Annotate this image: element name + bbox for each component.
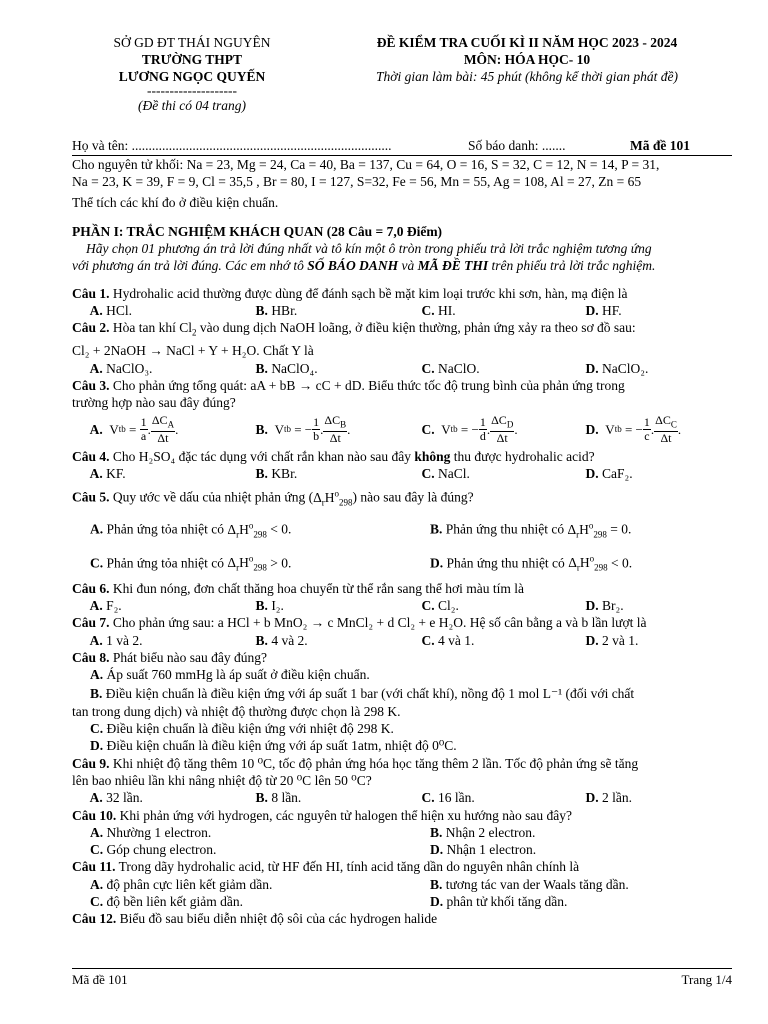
- option-text: CaF₂.: [602, 465, 633, 481]
- instruction-text-2c: và: [398, 258, 418, 274]
- option-text: Nhận 1 electron.: [446, 842, 537, 858]
- question-11: [72, 858, 732, 875]
- option-text: Nhận 2 electron.: [445, 824, 536, 840]
- option-letter: B.: [255, 360, 268, 376]
- option-text: 1 và 2.: [106, 632, 143, 648]
- question-text-cont: vào dung dịch NaOH loãng, ở điều kiện thường, phản ứng xảy ra theo sơ đồ sau:: [196, 320, 636, 336]
- question-text: Phát biểu nào sau đây đúng?: [109, 649, 267, 665]
- option-d[interactable]: [586, 597, 732, 614]
- question-5: [72, 482, 732, 513]
- option-letter: A.: [90, 876, 104, 892]
- question-label: Câu 7.: [72, 615, 110, 631]
- gas-condition-note: Thể tích các khí đo ở điều kiện chuẩn.: [72, 194, 279, 210]
- school-name: LƯƠNG NGỌC QUYẾN: [118, 69, 266, 84]
- enthalpy-symbol: $\Delta_rH^o_{298}$: [227, 520, 267, 540]
- option-a[interactable]: [90, 302, 256, 319]
- option-d[interactable]: [586, 414, 732, 445]
- option-b[interactable]: [256, 302, 422, 319]
- option-letter: A.: [89, 790, 103, 806]
- question-text: Trong dãy hydrohalic acid, từ HF đến HI, tính acid tăng dần do nguyên nhân chính là: [115, 859, 580, 875]
- question-3-text-cont: trường hợp nào sau đây đúng?: [72, 395, 236, 411]
- option-letter: C.: [90, 721, 104, 737]
- instruction-made: MÃ ĐỀ THI: [417, 258, 489, 274]
- exam-code: Mã đề 101: [630, 138, 690, 153]
- question-10: [72, 807, 732, 824]
- student-name-field[interactable]: Họ và tên: .............................................................................: [72, 138, 392, 153]
- subject: MÔN: HÓA HỌC- 10: [463, 52, 591, 67]
- option-letter: C.: [421, 360, 435, 376]
- rate-formula-a: V tb = $\frac{1}{a}$ . $\frac{\Delta C_A}{\Delta t}$ .: [106, 412, 179, 446]
- option-text: NaClO₄.: [271, 360, 318, 376]
- option-letter: A.: [90, 824, 104, 840]
- option-letter: C.: [421, 790, 435, 806]
- question-text: Hòa tan khí Cl: [109, 320, 193, 336]
- enthalpy-symbol: $\Delta_rH^o_{298}$: [227, 553, 267, 573]
- option-text: 4 và 1.: [438, 632, 475, 648]
- option-b[interactable]: [72, 685, 732, 702]
- option-d[interactable]: [586, 465, 732, 482]
- question-text: Biểu đồ sau biểu diễn nhiệt độ sôi của các hydrogen halide: [116, 911, 438, 927]
- option-text: NaClO₂.: [602, 360, 649, 376]
- option-b[interactable]: [256, 632, 422, 649]
- school-type: TRƯỜNG THPT: [141, 52, 243, 67]
- instruction-text-2a: với phương án trả lời đúng. Các em nhớ tô: [72, 258, 308, 274]
- option-a[interactable]: [90, 824, 430, 841]
- option-text: NaClO.: [438, 360, 480, 376]
- instruction-text-2e: trên phiếu trả lời trắc nghiệm.: [488, 258, 656, 274]
- option-text: 16 lần.: [438, 790, 475, 806]
- option-text: HBr.: [271, 303, 298, 319]
- question-2-options: [72, 360, 732, 377]
- question-text: Cho H₂SO₄ đặc tác dụng với chất rắn khan nào sau đây: [109, 448, 415, 464]
- rate-formula-d: V tb = − $\frac{1}{c}$ . $\frac{\Delta C_C}{\Delta t}$ .: [602, 412, 682, 446]
- question-3: [72, 377, 732, 394]
- exam-title-block: [317, 34, 737, 85]
- option-text: tương tác van der Waals tăng dần.: [445, 876, 629, 892]
- part1-instruction: [72, 240, 732, 257]
- option-d[interactable]: [430, 841, 536, 858]
- option-letter: D.: [585, 360, 599, 376]
- option-c[interactable]: [90, 841, 430, 858]
- option-c[interactable]: [422, 414, 586, 445]
- option-text: HCl.: [106, 303, 132, 319]
- question-text: Khi phản ứng với hydrogen, các nguyên tử halogen thể hiện xu hướng nào sau đây?: [116, 807, 573, 823]
- question-5-options-ab: [72, 513, 732, 546]
- option-letter: B.: [90, 686, 103, 702]
- part1-title: PHẦN I: TRẮC NGHIỆM KHÁCH QUAN (28 Câu = 7,0 Điểm): [72, 223, 443, 239]
- exam-header: [72, 34, 732, 124]
- question-text: Quy ước về dấu của nhiệt phản ứng (: [109, 489, 314, 505]
- option-text-cont: > 0.: [266, 555, 292, 571]
- option-letter: C.: [421, 421, 435, 437]
- option-letter: D.: [430, 555, 444, 571]
- option-text: 8 lần.: [271, 790, 302, 806]
- question-12: [72, 910, 732, 927]
- option-letter: B.: [255, 303, 268, 319]
- option-d[interactable]: [72, 737, 732, 754]
- option-text: Phản ứng thu nhiệt có: [445, 521, 568, 537]
- option-text: Điều kiện chuẩn là điều kiện ứng với áp suất 1atm, nhiệt độ 0⁰C.: [106, 738, 457, 754]
- option-d[interactable]: [586, 360, 732, 377]
- question-8: [72, 649, 732, 666]
- option-text: KF.: [106, 465, 126, 481]
- option-d[interactable]: [586, 789, 732, 806]
- option-c[interactable]: [72, 720, 732, 737]
- option-c[interactable]: [422, 789, 586, 806]
- option-text: Điều kiện chuẩn là điều kiện ứng với áp suất 1 bar (với chất khí), nồng độ 1 mol L⁻¹ (đối với chất: [105, 686, 635, 702]
- question-1: [72, 285, 732, 302]
- option-letter: B.: [255, 465, 268, 481]
- page-count-note: (Đề thi có 04 trang): [138, 98, 246, 113]
- question-10-options-cd: [72, 841, 732, 858]
- option-text: độ phân cực liên kết giảm dần.: [106, 876, 273, 892]
- question-11-options-ab: [72, 876, 732, 893]
- option-text: Điều kiện chuẩn là điều kiện ứng với nhiệt độ 298 K.: [106, 721, 394, 737]
- enthalpy-symbol: $\Delta_rH^o_{298}$: [313, 488, 353, 508]
- option-letter: C.: [90, 555, 104, 571]
- page-footer: [72, 968, 732, 988]
- school-block: [72, 34, 312, 114]
- question-label: Câu 8.: [72, 649, 110, 665]
- option-letter: B.: [430, 521, 443, 537]
- option-b-cont: tan trong dung dịch) và nhiệt độ thường được chọn là 298 K.: [72, 703, 401, 719]
- option-text: phân tử khối tăng dần.: [446, 894, 568, 910]
- option-text: Phản ứng tỏa nhiệt có: [106, 521, 228, 537]
- option-a[interactable]: [90, 513, 430, 546]
- option-letter: C.: [421, 465, 435, 481]
- option-b[interactable]: [256, 414, 422, 445]
- question-text: Khi đun nóng, đơn chất thăng hoa chuyển từ thể rắn sang thể hơi màu tím là: [109, 580, 525, 596]
- option-letter: C.: [421, 303, 435, 319]
- footer-page-number: Trang 1/4: [681, 972, 732, 987]
- option-letter: D.: [90, 738, 104, 754]
- footer-exam-code: Mã đề 101: [72, 972, 128, 987]
- question-4-options: [72, 465, 732, 482]
- option-text: NaCl.: [438, 465, 470, 481]
- option-text-cont: = 0.: [606, 521, 632, 537]
- question-label: Câu 6.: [72, 580, 110, 596]
- separator: --------------------: [147, 83, 237, 98]
- part1-instruction-2: [72, 257, 732, 274]
- option-letter: A.: [90, 667, 104, 683]
- option-letter: D.: [585, 465, 599, 481]
- option-letter: C.: [90, 842, 104, 858]
- option-c[interactable]: [422, 302, 586, 319]
- option-b[interactable]: [256, 360, 422, 377]
- option-text: Phản ứng tỏa nhiệt có: [106, 555, 228, 571]
- option-d[interactable]: [586, 302, 732, 319]
- question-11-options-cd: [72, 893, 732, 910]
- student-info-line: [72, 136, 732, 156]
- question-label: Câu 2.: [72, 320, 110, 336]
- option-text: F₂.: [106, 598, 122, 613]
- option-d[interactable]: [430, 547, 632, 580]
- question-label: Câu 5.: [72, 489, 110, 505]
- option-letter: B.: [430, 876, 443, 892]
- option-text: 2 lần.: [602, 790, 633, 806]
- question-7: [72, 614, 732, 631]
- atomic-mass-line-2: Na = 23, K = 39, F = 9, Cl = 35,5 , Br = 80, I = 127, S=32, Fe = 56, Mn = 55, Ag = 108, Al = 27, Zn = 65: [72, 174, 642, 190]
- question-label: Câu 4.: [72, 448, 110, 464]
- option-a[interactable]: [72, 666, 732, 683]
- option-text: HF.: [602, 303, 622, 319]
- option-letter: A.: [89, 360, 103, 376]
- question-label: Câu 11.: [72, 859, 116, 875]
- option-letter: D.: [585, 790, 599, 806]
- option-c[interactable]: [422, 597, 586, 614]
- rate-formula-c: V tb = − $\frac{1}{d}$ . $\frac{\Delta C_D}{\Delta t}$ .: [438, 412, 518, 446]
- option-a[interactable]: [90, 632, 256, 649]
- option-letter: A.: [89, 632, 103, 648]
- question-7-options: [72, 632, 732, 649]
- option-c[interactable]: [422, 632, 586, 649]
- option-text: HI.: [438, 303, 456, 319]
- option-b[interactable]: [430, 876, 629, 893]
- option-d[interactable]: [430, 893, 567, 910]
- option-letter: B.: [255, 421, 268, 437]
- option-text: NaClO₃.: [106, 360, 153, 376]
- option-b[interactable]: [256, 465, 422, 482]
- question-9-text-cont: lên bao nhiêu lần khi nâng nhiệt độ từ 20 ⁰C lên 50 ⁰C?: [72, 772, 372, 788]
- option-letter: C.: [421, 632, 435, 648]
- option-letter: C.: [90, 894, 104, 910]
- exam-title: ĐỀ KIỂM TRA CUỐI KÌ II NĂM HỌC 2023 - 2024: [376, 35, 678, 50]
- time-note: Thời gian làm bài: 45 phút (không kể thời gian phát đề): [375, 69, 678, 84]
- question-text-cont: thu được hydrohalic acid?: [450, 448, 595, 464]
- option-letter: A.: [89, 598, 103, 613]
- option-text: Phản ứng thu nhiệt có: [446, 555, 569, 571]
- option-letter: A.: [90, 521, 104, 537]
- question-label: Câu 10.: [72, 807, 117, 823]
- option-a[interactable]: [90, 465, 256, 482]
- option-letter: B.: [255, 598, 268, 613]
- option-text: 4 và 2.: [271, 632, 308, 648]
- question-2-equation: Cl₂ + 2NaOH → NaCl + Y + H₂O. Chất Y là: [72, 343, 314, 359]
- instruction-sbd: SỐ BÁO DANH: [307, 258, 399, 274]
- option-a[interactable]: [90, 414, 256, 445]
- option-text: Áp suất 760 mmHg là áp suất ở điều kiện chuẩn.: [106, 667, 370, 683]
- option-text: 2 và 1.: [602, 632, 639, 648]
- option-b[interactable]: [430, 513, 631, 546]
- instruction-text-1: Hãy chọn 01 phương án trả lời đúng nhất và tô kín một ô tròn trong phiếu trả lời trắc nghiệm tương ứng: [86, 241, 652, 257]
- question-text: Cho phản ứng sau: a HCl + b MnO₂ → c MnCl₂ + d Cl₂ + e H₂O. Hệ số cân bằng a và b lần lượt là: [109, 615, 647, 631]
- option-text: I₂.: [271, 598, 284, 613]
- option-text-cont: < 0.: [607, 555, 633, 571]
- option-a[interactable]: [90, 876, 430, 893]
- rate-formula-b: V tb = − $\frac{1}{b}$ . $\frac{\Delta C_B}{\Delta t}$ .: [271, 412, 351, 446]
- option-c[interactable]: [90, 893, 430, 910]
- option-text: Br₂.: [602, 598, 624, 613]
- question-3-options: [72, 412, 732, 448]
- option-letter: D.: [585, 598, 599, 613]
- option-letter: D.: [430, 842, 444, 858]
- option-d[interactable]: [586, 632, 732, 649]
- option-letter: B.: [255, 790, 268, 806]
- question-9-options: [72, 789, 732, 806]
- option-letter: D.: [585, 632, 599, 648]
- option-letter: A.: [89, 465, 103, 481]
- question-label: Câu 12.: [72, 911, 117, 927]
- option-letter: D.: [585, 303, 599, 319]
- option-text: Cl₂.: [438, 598, 459, 613]
- option-text: KBr.: [271, 465, 298, 481]
- option-letter: B.: [430, 824, 443, 840]
- question-text: Hydrohalic acid thường được dùng để đánh sạch bề mặt kim loại trước khi sơn, hàn, mạ điện là: [109, 285, 628, 301]
- question-10-options-ab: [72, 824, 732, 841]
- option-b[interactable]: [430, 824, 535, 841]
- option-letter: A.: [89, 421, 103, 437]
- option-letter: D.: [585, 421, 599, 437]
- option-text: 32 lần.: [106, 790, 143, 806]
- question-5-options-cd: [72, 547, 732, 580]
- option-letter: D.: [430, 894, 444, 910]
- question-1-options: [72, 302, 732, 319]
- option-text-cont: < 0.: [266, 521, 292, 537]
- student-id-field[interactable]: Số báo danh: .......: [468, 138, 566, 153]
- option-letter: C.: [421, 598, 435, 613]
- question-label: Câu 1.: [72, 285, 110, 301]
- question-emphasis: không: [414, 448, 451, 464]
- option-letter: B.: [255, 632, 268, 648]
- option-c[interactable]: [422, 360, 586, 377]
- option-text: độ bền liên kết giảm dần.: [106, 894, 243, 910]
- option-c[interactable]: [422, 465, 586, 482]
- question-text-cont: ) nào sau đây là đúng?: [352, 489, 474, 505]
- option-letter: A.: [89, 303, 103, 319]
- question-4: [72, 448, 732, 465]
- question-6: [72, 580, 732, 597]
- question-label: Câu 9.: [72, 755, 110, 771]
- question-2: Câu 2. Hòa tan khí $Cl_2$ vào dung dịch NaOH loãng, ở điều kiện thường, phản ứng xảy ra theo sơ đồ sau:: [72, 320, 636, 339]
- question-text: Cho phản ứng tổng quát: aA + bB → cC + dD. Biểu thức tốc độ trung bình của phản ứng trong: [109, 377, 625, 393]
- option-a[interactable]: [90, 789, 256, 806]
- question-9: [72, 755, 732, 772]
- option-a[interactable]: [90, 597, 256, 614]
- enthalpy-symbol: $\Delta_rH^o_{298}$: [567, 520, 607, 540]
- department-name: SỞ GD ĐT THÁI NGUYÊN: [113, 35, 271, 50]
- exam-page: [72, 34, 732, 994]
- atomic-mass-line-1: Cho nguyên tử khối: Na = 23, Mg = 24, Ca = 40, Ba = 137, Cu = 64, O = 16, S = 32, C = 12, N = 14, P = 31,: [72, 157, 660, 172]
- enthalpy-symbol: $\Delta_rH^o_{298}$: [568, 553, 608, 573]
- option-c[interactable]: [90, 547, 430, 580]
- question-6-options: [72, 597, 732, 614]
- option-a[interactable]: [90, 360, 256, 377]
- question-text: Khi nhiệt độ tăng thêm 10 ⁰C, tốc độ phản ứng hóa học tăng thêm 2 lần. Tốc độ phản ứng sẽ tăng: [109, 755, 639, 771]
- option-b[interactable]: [256, 597, 422, 614]
- option-b[interactable]: [256, 789, 422, 806]
- option-text: Nhường 1 electron.: [106, 824, 212, 840]
- option-text: Góp chung electron.: [106, 842, 217, 858]
- question-label: Câu 3.: [72, 377, 110, 393]
